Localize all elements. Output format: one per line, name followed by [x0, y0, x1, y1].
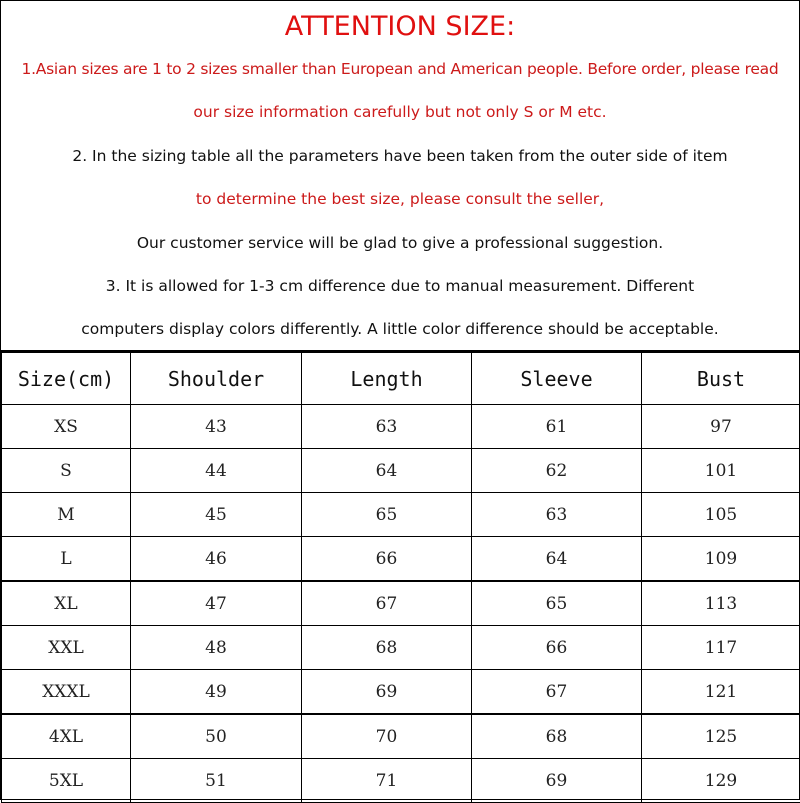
cell-shoulder: 48: [131, 626, 302, 670]
cell-sleeve: 62: [472, 449, 642, 493]
header-length: Length: [302, 353, 472, 405]
cell-shoulder: 44: [131, 449, 302, 493]
cell-sleeve: 66: [472, 626, 642, 670]
table-header-row: [2, 353, 800, 405]
notice-title: ATTENTION SIZE:: [1, 7, 799, 47]
cell-bust: 105: [642, 493, 800, 537]
cell-bust: 109: [642, 537, 800, 582]
cell-length: 68: [302, 626, 472, 670]
table-row: [2, 759, 800, 803]
cell-sleeve: 64: [472, 537, 642, 582]
notice-line-7: computers display colors differently. A little color difference should be acceptable.: [1, 316, 799, 342]
cell-bust: 121: [642, 670, 800, 715]
cell-size: XXXL: [2, 670, 131, 715]
header-shoulder: Shoulder: [131, 353, 302, 405]
cell-bust: 101: [642, 449, 800, 493]
cell-size: 5XL: [2, 759, 131, 803]
cell-length: 66: [302, 537, 472, 582]
cell-size: M: [2, 493, 131, 537]
notice-line-6: 3. It is allowed for 1-3 cm difference due to manual measurement. Different: [1, 273, 799, 299]
cell-size: S: [2, 449, 131, 493]
table-row: [2, 493, 800, 537]
attention-notice: [1, 1, 799, 352]
cell-length: 69: [302, 670, 472, 715]
cell-sleeve: 68: [472, 714, 642, 759]
cell-length: 71: [302, 759, 472, 803]
notice-line-4: to determine the best size, please consult the seller,: [1, 186, 799, 212]
cell-sleeve: 69: [472, 759, 642, 803]
cell-sleeve: 63: [472, 493, 642, 537]
table-body: [2, 405, 800, 803]
notice-line-2: our size information carefully but not only S or M etc.: [1, 99, 799, 125]
cell-shoulder: 46: [131, 537, 302, 582]
cell-shoulder: 50: [131, 714, 302, 759]
cell-sleeve: 67: [472, 670, 642, 715]
size-table: [1, 352, 800, 803]
cell-size: XL: [2, 581, 131, 626]
cell-length: 67: [302, 581, 472, 626]
cell-shoulder: 47: [131, 581, 302, 626]
cell-length: 70: [302, 714, 472, 759]
cell-bust: 97: [642, 405, 800, 449]
header-size: Size(cm): [2, 353, 131, 405]
table-row: [2, 670, 800, 715]
cell-size: XXL: [2, 626, 131, 670]
cell-bust: 117: [642, 626, 800, 670]
cell-shoulder: 43: [131, 405, 302, 449]
cell-shoulder: 51: [131, 759, 302, 803]
cell-length: 63: [302, 405, 472, 449]
cell-length: 64: [302, 449, 472, 493]
notice-line-3: 2. In the sizing table all the parameters have been taken from the outer side of item: [1, 143, 799, 169]
header-sleeve: Sleeve: [472, 353, 642, 405]
cell-sleeve: 61: [472, 405, 642, 449]
cell-bust: 129: [642, 759, 800, 803]
table-row: [2, 714, 800, 759]
cell-size: 4XL: [2, 714, 131, 759]
cell-shoulder: 45: [131, 493, 302, 537]
table-row: [2, 537, 800, 582]
cell-size: XS: [2, 405, 131, 449]
cell-bust: 113: [642, 581, 800, 626]
header-bust: Bust: [642, 353, 800, 405]
notice-line-1: 1.Asian sizes are 1 to 2 sizes smaller than European and American people. Before order, please read: [1, 56, 799, 82]
cell-shoulder: 49: [131, 670, 302, 715]
notice-line-5: Our customer service will be glad to give a professional suggestion.: [1, 230, 799, 256]
cell-bust: 125: [642, 714, 800, 759]
table-row: [2, 581, 800, 626]
table-row: [2, 626, 800, 670]
cell-length: 65: [302, 493, 472, 537]
cell-size: L: [2, 537, 131, 582]
cell-sleeve: 65: [472, 581, 642, 626]
table-row: [2, 405, 800, 449]
table-row: [2, 449, 800, 493]
